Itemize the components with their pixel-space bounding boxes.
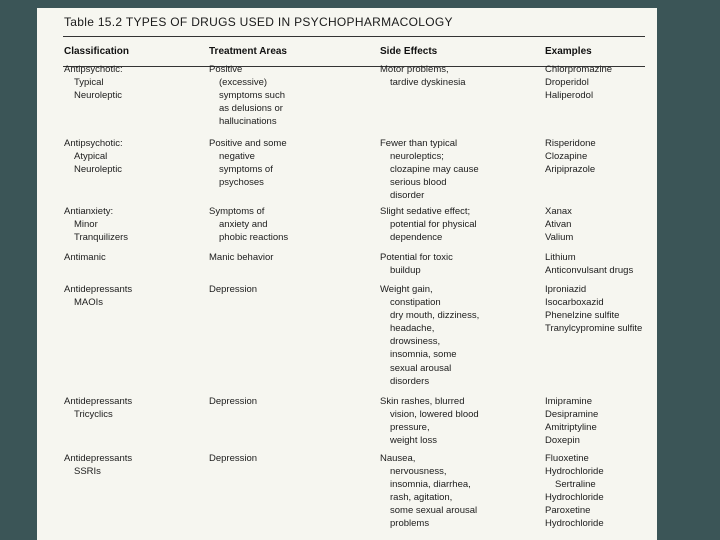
table-title-text: TYPES OF DRUGS USED IN PSYCHOPHARMACOLOGY bbox=[125, 15, 453, 29]
cell-line: insomnia, diarrhea, bbox=[390, 479, 471, 491]
cell-line: Antipsychotic: bbox=[64, 64, 123, 75]
top-rule bbox=[63, 36, 645, 37]
cell-side-effects bbox=[380, 251, 453, 277]
cell-line: Antidepressants bbox=[64, 284, 133, 295]
cell-examples bbox=[545, 205, 573, 244]
cell-line: some sexual arousal bbox=[390, 505, 478, 517]
cell-line: symptoms such bbox=[219, 90, 285, 102]
cell-examples bbox=[545, 63, 612, 102]
cell-line: Weight gain, bbox=[380, 284, 433, 295]
cell-line: nervousness, bbox=[390, 466, 447, 478]
cell-line: Tranylcypromine sulfite bbox=[545, 323, 643, 335]
cell-classification bbox=[64, 251, 106, 264]
cell-line: (excessive) bbox=[219, 77, 268, 89]
cell-line: Antimanic bbox=[64, 252, 106, 263]
cell-line: constipation bbox=[390, 297, 441, 309]
cell-line: Atypical bbox=[74, 151, 108, 163]
header-treatment-areas: Treatment Areas bbox=[209, 46, 287, 57]
cell-line: vision, lowered blood bbox=[390, 409, 479, 421]
cell-treatment-areas bbox=[209, 452, 257, 465]
cell-side-effects bbox=[380, 205, 477, 244]
cell-line: phobic reactions bbox=[219, 232, 289, 244]
cell-line: Neuroleptic bbox=[74, 90, 123, 102]
cell-line: Desipramine bbox=[545, 409, 599, 421]
cell-line: Phenelzine sulfite bbox=[545, 310, 620, 322]
cell-line: Potential for toxic bbox=[380, 252, 453, 263]
cell-classification bbox=[64, 283, 132, 309]
cell-line: serious blood bbox=[390, 177, 447, 189]
cell-line: MAOIs bbox=[74, 297, 104, 309]
cell-line: Lithium bbox=[545, 252, 576, 263]
cell-line: Paroxetine bbox=[545, 505, 591, 517]
cell-line: insomnia, some bbox=[390, 349, 457, 361]
cell-line: Typical bbox=[74, 77, 104, 89]
cell-line: Minor bbox=[74, 219, 98, 231]
table-title bbox=[64, 15, 453, 29]
cell-examples bbox=[545, 251, 633, 277]
cell-classification bbox=[64, 205, 128, 244]
cell-line: pressure, bbox=[390, 422, 430, 434]
cell-line: weight loss bbox=[390, 435, 437, 447]
cell-line: Xanax bbox=[545, 206, 572, 217]
cell-examples bbox=[545, 283, 642, 335]
cell-line: Ativan bbox=[545, 219, 572, 231]
cell-line: neuroleptics; bbox=[390, 151, 444, 163]
cell-line: buildup bbox=[390, 265, 421, 277]
cell-line: Depression bbox=[209, 396, 258, 407]
cell-line: Antidepressants bbox=[64, 396, 133, 407]
cell-classification bbox=[64, 452, 132, 478]
cell-line: Antidepressants bbox=[64, 453, 133, 464]
cell-side-effects bbox=[380, 452, 477, 531]
cell-line: Slight sedative effect; bbox=[380, 206, 471, 217]
cell-line: hallucinations bbox=[219, 116, 277, 128]
cell-line: Neuroleptic bbox=[74, 164, 123, 176]
cell-line: Chlorpromazine bbox=[545, 64, 613, 75]
cell-line: SSRIs bbox=[74, 466, 101, 478]
cell-line: Doxepin bbox=[545, 435, 580, 447]
table-number: Table 15.2 bbox=[64, 15, 123, 29]
cell-line: Hydrochloride bbox=[545, 492, 604, 504]
cell-line: psychoses bbox=[219, 177, 264, 189]
cell-treatment-areas bbox=[209, 251, 273, 264]
cell-line: Amitriptyline bbox=[545, 422, 597, 434]
cell-line: anxiety and bbox=[219, 219, 268, 231]
header-examples: Examples bbox=[545, 46, 592, 57]
cell-line: Isocarboxazid bbox=[545, 297, 604, 309]
cell-classification bbox=[64, 395, 132, 421]
header-classification: Classification bbox=[64, 46, 130, 57]
cell-line: Hydrochloride bbox=[545, 518, 604, 530]
cell-treatment-areas bbox=[209, 283, 257, 296]
cell-line: Motor problems, bbox=[380, 64, 449, 75]
cell-line: Nausea, bbox=[380, 453, 416, 464]
cell-treatment-areas bbox=[209, 395, 257, 408]
cell-line: Risperidone bbox=[545, 138, 596, 149]
cell-line: Depression bbox=[209, 284, 258, 295]
cell-classification bbox=[64, 137, 123, 176]
cell-examples bbox=[545, 395, 598, 447]
cell-line: Antianxiety: bbox=[64, 206, 114, 217]
cell-line: drowsiness, bbox=[390, 336, 441, 348]
cell-line: symptoms of bbox=[219, 164, 273, 176]
cell-line: problems bbox=[390, 518, 430, 530]
cell-line: Iproniazid bbox=[545, 284, 587, 295]
cell-line: Anticonvulsant drugs bbox=[545, 265, 634, 277]
cell-line: Fluoxetine bbox=[545, 453, 589, 464]
cell-line: Hydrochloride bbox=[545, 466, 604, 478]
cell-line: dry mouth, dizziness, bbox=[390, 310, 480, 322]
cell-line: Haliperodol bbox=[545, 90, 594, 102]
cell-treatment-areas bbox=[209, 205, 288, 244]
cell-line: Droperidol bbox=[545, 77, 589, 89]
cell-line: rash, agitation, bbox=[390, 492, 453, 504]
cell-line: Tricyclics bbox=[74, 409, 113, 421]
cell-line: Skin rashes, blurred bbox=[380, 396, 465, 407]
cell-side-effects bbox=[380, 395, 479, 447]
cell-line: Aripiprazole bbox=[545, 164, 596, 176]
cell-line: disorder bbox=[390, 190, 425, 202]
cell-line: Depression bbox=[209, 453, 258, 464]
cell-line: as delusions or bbox=[219, 103, 283, 115]
cell-treatment-areas bbox=[209, 63, 285, 128]
document-page bbox=[37, 8, 657, 540]
cell-line: Fewer than typical bbox=[380, 138, 458, 149]
cell-examples bbox=[545, 452, 604, 531]
cell-examples bbox=[545, 137, 596, 176]
cell-line: Positive and some bbox=[209, 138, 287, 149]
cell-line: Valium bbox=[545, 232, 574, 244]
cell-side-effects bbox=[380, 283, 479, 388]
cell-line: Tranquilizers bbox=[74, 232, 129, 244]
cell-treatment-areas bbox=[209, 137, 287, 189]
cell-line: potential for physical bbox=[390, 219, 477, 231]
cell-line: sexual arousal bbox=[390, 362, 452, 374]
cell-line: headache, bbox=[390, 323, 435, 335]
cell-line: negative bbox=[219, 151, 255, 163]
cell-line: tardive dyskinesia bbox=[390, 77, 466, 89]
cell-line: Imipramine bbox=[545, 396, 592, 407]
cell-line: Antipsychotic: bbox=[64, 138, 123, 149]
cell-line: Sertraline bbox=[555, 479, 596, 491]
cell-line: disorders bbox=[390, 375, 430, 387]
cell-line: clozapine may cause bbox=[390, 164, 479, 176]
cell-line: Clozapine bbox=[545, 151, 588, 163]
cell-line: Manic behavior bbox=[209, 252, 274, 263]
cell-line: Symptoms of bbox=[209, 206, 265, 217]
cell-classification bbox=[64, 63, 123, 102]
header-side-effects: Side Effects bbox=[380, 46, 438, 57]
cell-line: Positive bbox=[209, 64, 243, 75]
cell-line: dependence bbox=[390, 232, 443, 244]
cell-side-effects bbox=[380, 137, 479, 202]
cell-side-effects bbox=[380, 63, 466, 89]
